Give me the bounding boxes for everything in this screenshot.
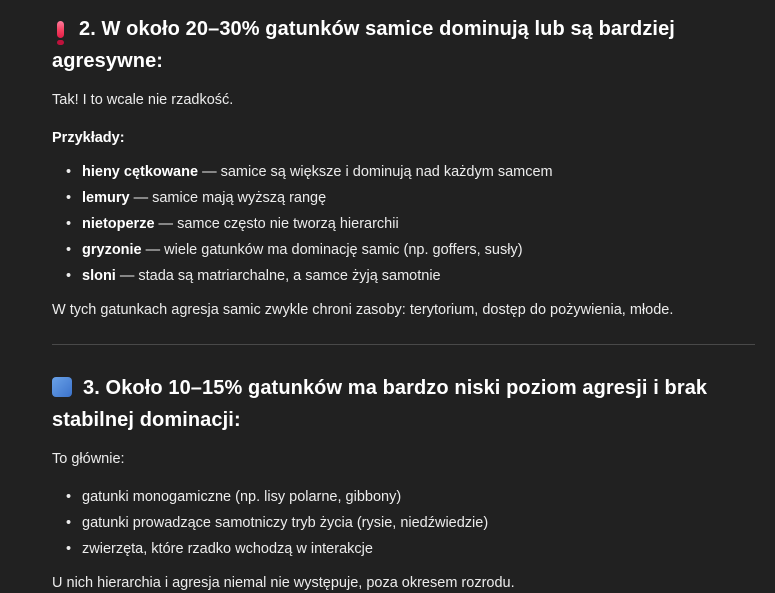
red-exclamation-icon [52, 21, 68, 45]
section-heading [52, 13, 755, 77]
red-exclamation-dot [57, 40, 64, 45]
list-item [66, 513, 755, 533]
section-divider [52, 344, 755, 345]
examples-label: Przykłady: [52, 130, 125, 146]
list-item-term: hieny cętkowane [82, 164, 199, 180]
list-item-term: sloni [82, 268, 116, 284]
list-item-description: gatunki prowadzące samotniczy tryb życia (rysie, niedźwiedzie) [82, 515, 489, 531]
intro-paragraph: Tak! I to wcale nie rzadkość. [52, 92, 234, 108]
section-heading-text: 2. W około 20–30% gatunków samice dominują lub są bardziej agresywne: [52, 18, 675, 72]
blue-square-icon [52, 377, 72, 397]
list-item [66, 487, 755, 507]
list-item [66, 188, 755, 208]
section-heading [52, 372, 755, 436]
outro-paragraph: U nich hierarchia i agresja niemal nie występuje, poza okresem rozrodu. [52, 575, 515, 591]
list-item-description: — samce często nie tworzą hierarchii [154, 216, 399, 232]
list-item-description: zwierzęta, które rzadko wchodzą w interakcje [82, 541, 373, 557]
list-item-description: — stada są matriarchalne, a samce żyją samotnie [115, 268, 441, 284]
list-item [66, 240, 755, 260]
list-item-term: lemury [82, 190, 130, 206]
list-item-term: gryzonie [82, 242, 142, 258]
outro-paragraph: W tych gatunkach agresja samic zwykle chroni zasoby: terytorium, dostęp do pożywienia, młode. [52, 302, 674, 318]
section-heading-text: 3. Około 10–15% gatunków ma bardzo niski poziom agresji i brak stabilnej dominacji: [52, 377, 708, 431]
list-item-description: — samice są większe i dominują nad każdym samcem [198, 164, 553, 180]
list-item-description: gatunki monogamiczne (np. lisy polarne, gibbony) [82, 489, 402, 505]
species-list [52, 487, 755, 559]
list-item [66, 214, 755, 234]
message-section-low-aggression [52, 372, 755, 593]
examples-list [52, 162, 755, 286]
list-item-term: nietoperze [82, 216, 155, 232]
list-item [66, 266, 755, 286]
message-section-female-dominance [52, 13, 755, 320]
list-item [66, 539, 755, 559]
list-item-description: — wiele gatunków ma dominację samic (np. goffers, susły) [141, 242, 523, 258]
list-item [66, 162, 755, 182]
intro-paragraph: To głównie: [52, 451, 125, 467]
red-exclamation-bar [57, 21, 64, 38]
list-item-description: — samice mają wyższą rangę [129, 190, 327, 206]
